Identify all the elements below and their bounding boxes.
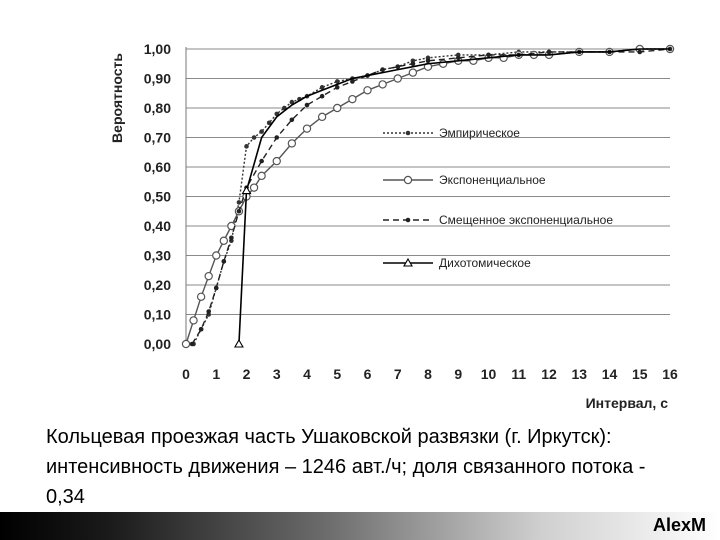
x-tick-label: 8 <box>424 366 432 382</box>
data-point <box>214 286 219 291</box>
x-tick-label: 13 <box>571 366 588 382</box>
legend-item-2 <box>383 173 546 187</box>
y-tick-label: 0,90 <box>143 70 171 87</box>
data-point <box>320 94 325 99</box>
x-tick-label: 9 <box>454 366 463 382</box>
data-point <box>259 129 264 134</box>
series-4 <box>235 49 670 347</box>
data-point <box>273 158 280 165</box>
data-point <box>547 50 552 55</box>
data-point <box>395 64 400 69</box>
data-point <box>290 118 295 123</box>
x-tick-label: 14 <box>601 366 618 382</box>
data-point <box>406 218 411 223</box>
data-point <box>243 187 251 194</box>
x-tick-label: 1 <box>212 366 221 382</box>
y-tick-label: 0,60 <box>143 159 171 175</box>
data-point <box>406 131 411 136</box>
legend-label: Смещенное экспоненциальное <box>439 213 614 227</box>
data-point <box>250 184 257 191</box>
chart-legend <box>383 126 613 270</box>
y-axis-label: Вероятность <box>109 53 125 143</box>
data-point <box>237 209 242 214</box>
data-point <box>190 342 195 347</box>
data-point <box>379 81 386 88</box>
y-tick-label: 0,00 <box>143 336 171 352</box>
x-tick-label: 5 <box>333 366 342 382</box>
data-point <box>259 159 264 164</box>
chart-axes <box>144 41 678 382</box>
x-tick-label: 10 <box>480 366 497 382</box>
data-point <box>349 96 356 103</box>
data-point <box>426 59 431 64</box>
data-point <box>486 53 491 58</box>
data-point <box>303 125 310 132</box>
data-point <box>198 293 205 300</box>
x-tick-label: 3 <box>272 366 281 382</box>
x-tick-label: 4 <box>303 366 311 382</box>
data-point <box>237 200 242 205</box>
author-label: AlexM <box>652 515 706 535</box>
y-tick-label: 0,40 <box>143 218 171 234</box>
data-point <box>394 75 401 82</box>
y-tick-label: 0,30 <box>143 247 171 264</box>
x-tick-label: 6 <box>363 366 372 382</box>
data-point <box>252 135 257 140</box>
legend-label: Эмпирическое <box>439 126 520 140</box>
data-point <box>190 317 197 324</box>
data-point <box>182 340 189 347</box>
x-tick-label: 0 <box>182 366 190 382</box>
y-tick-label: 0,70 <box>143 129 171 146</box>
x-tick-label: 7 <box>393 366 402 382</box>
data-point <box>206 309 211 314</box>
x-tick-label: 15 <box>631 366 648 382</box>
data-point <box>334 104 341 111</box>
data-point <box>637 50 642 55</box>
footer-gradient-bar <box>0 512 720 540</box>
data-point <box>456 56 461 61</box>
data-point <box>229 236 234 241</box>
y-tick-label: 0,80 <box>143 100 171 116</box>
data-point <box>220 237 227 244</box>
x-tick-label: 2 <box>242 366 251 382</box>
x-tick-label: 16 <box>662 366 678 382</box>
y-tick-label: 0,50 <box>143 188 171 205</box>
data-point <box>235 340 243 347</box>
data-point <box>404 176 411 183</box>
data-point <box>199 327 204 332</box>
data-point <box>205 273 212 280</box>
data-point <box>222 259 227 264</box>
data-point <box>380 67 385 72</box>
data-point <box>411 61 416 66</box>
x-tick-label: 12 <box>541 366 557 382</box>
y-tick-label: 0,10 <box>143 306 171 323</box>
data-point <box>244 144 249 149</box>
legend-item-4 <box>383 256 531 270</box>
chart-caption: Кольцевая проезжая часть Ушаковской развязки (г. Иркутск): интенсивность движения – 1246 авт./ч; доля связанного потока - 0,34 <box>46 426 646 508</box>
legend-label: Дихотомическое <box>439 256 531 270</box>
data-point <box>274 135 279 140</box>
data-point <box>258 172 265 179</box>
data-point <box>364 87 371 94</box>
x-axis-label: Интервал, с <box>585 395 668 411</box>
legend-label: Экспоненциальное <box>439 173 546 187</box>
x-tick-label: 11 <box>511 366 527 382</box>
y-tick-label: 0,20 <box>143 277 171 293</box>
data-point <box>409 69 416 76</box>
legend-item-3 <box>383 213 613 227</box>
data-point <box>305 103 310 108</box>
data-point <box>213 252 220 259</box>
data-point <box>319 113 326 120</box>
y-tick-label: 1,00 <box>143 41 171 57</box>
data-point <box>288 140 295 147</box>
